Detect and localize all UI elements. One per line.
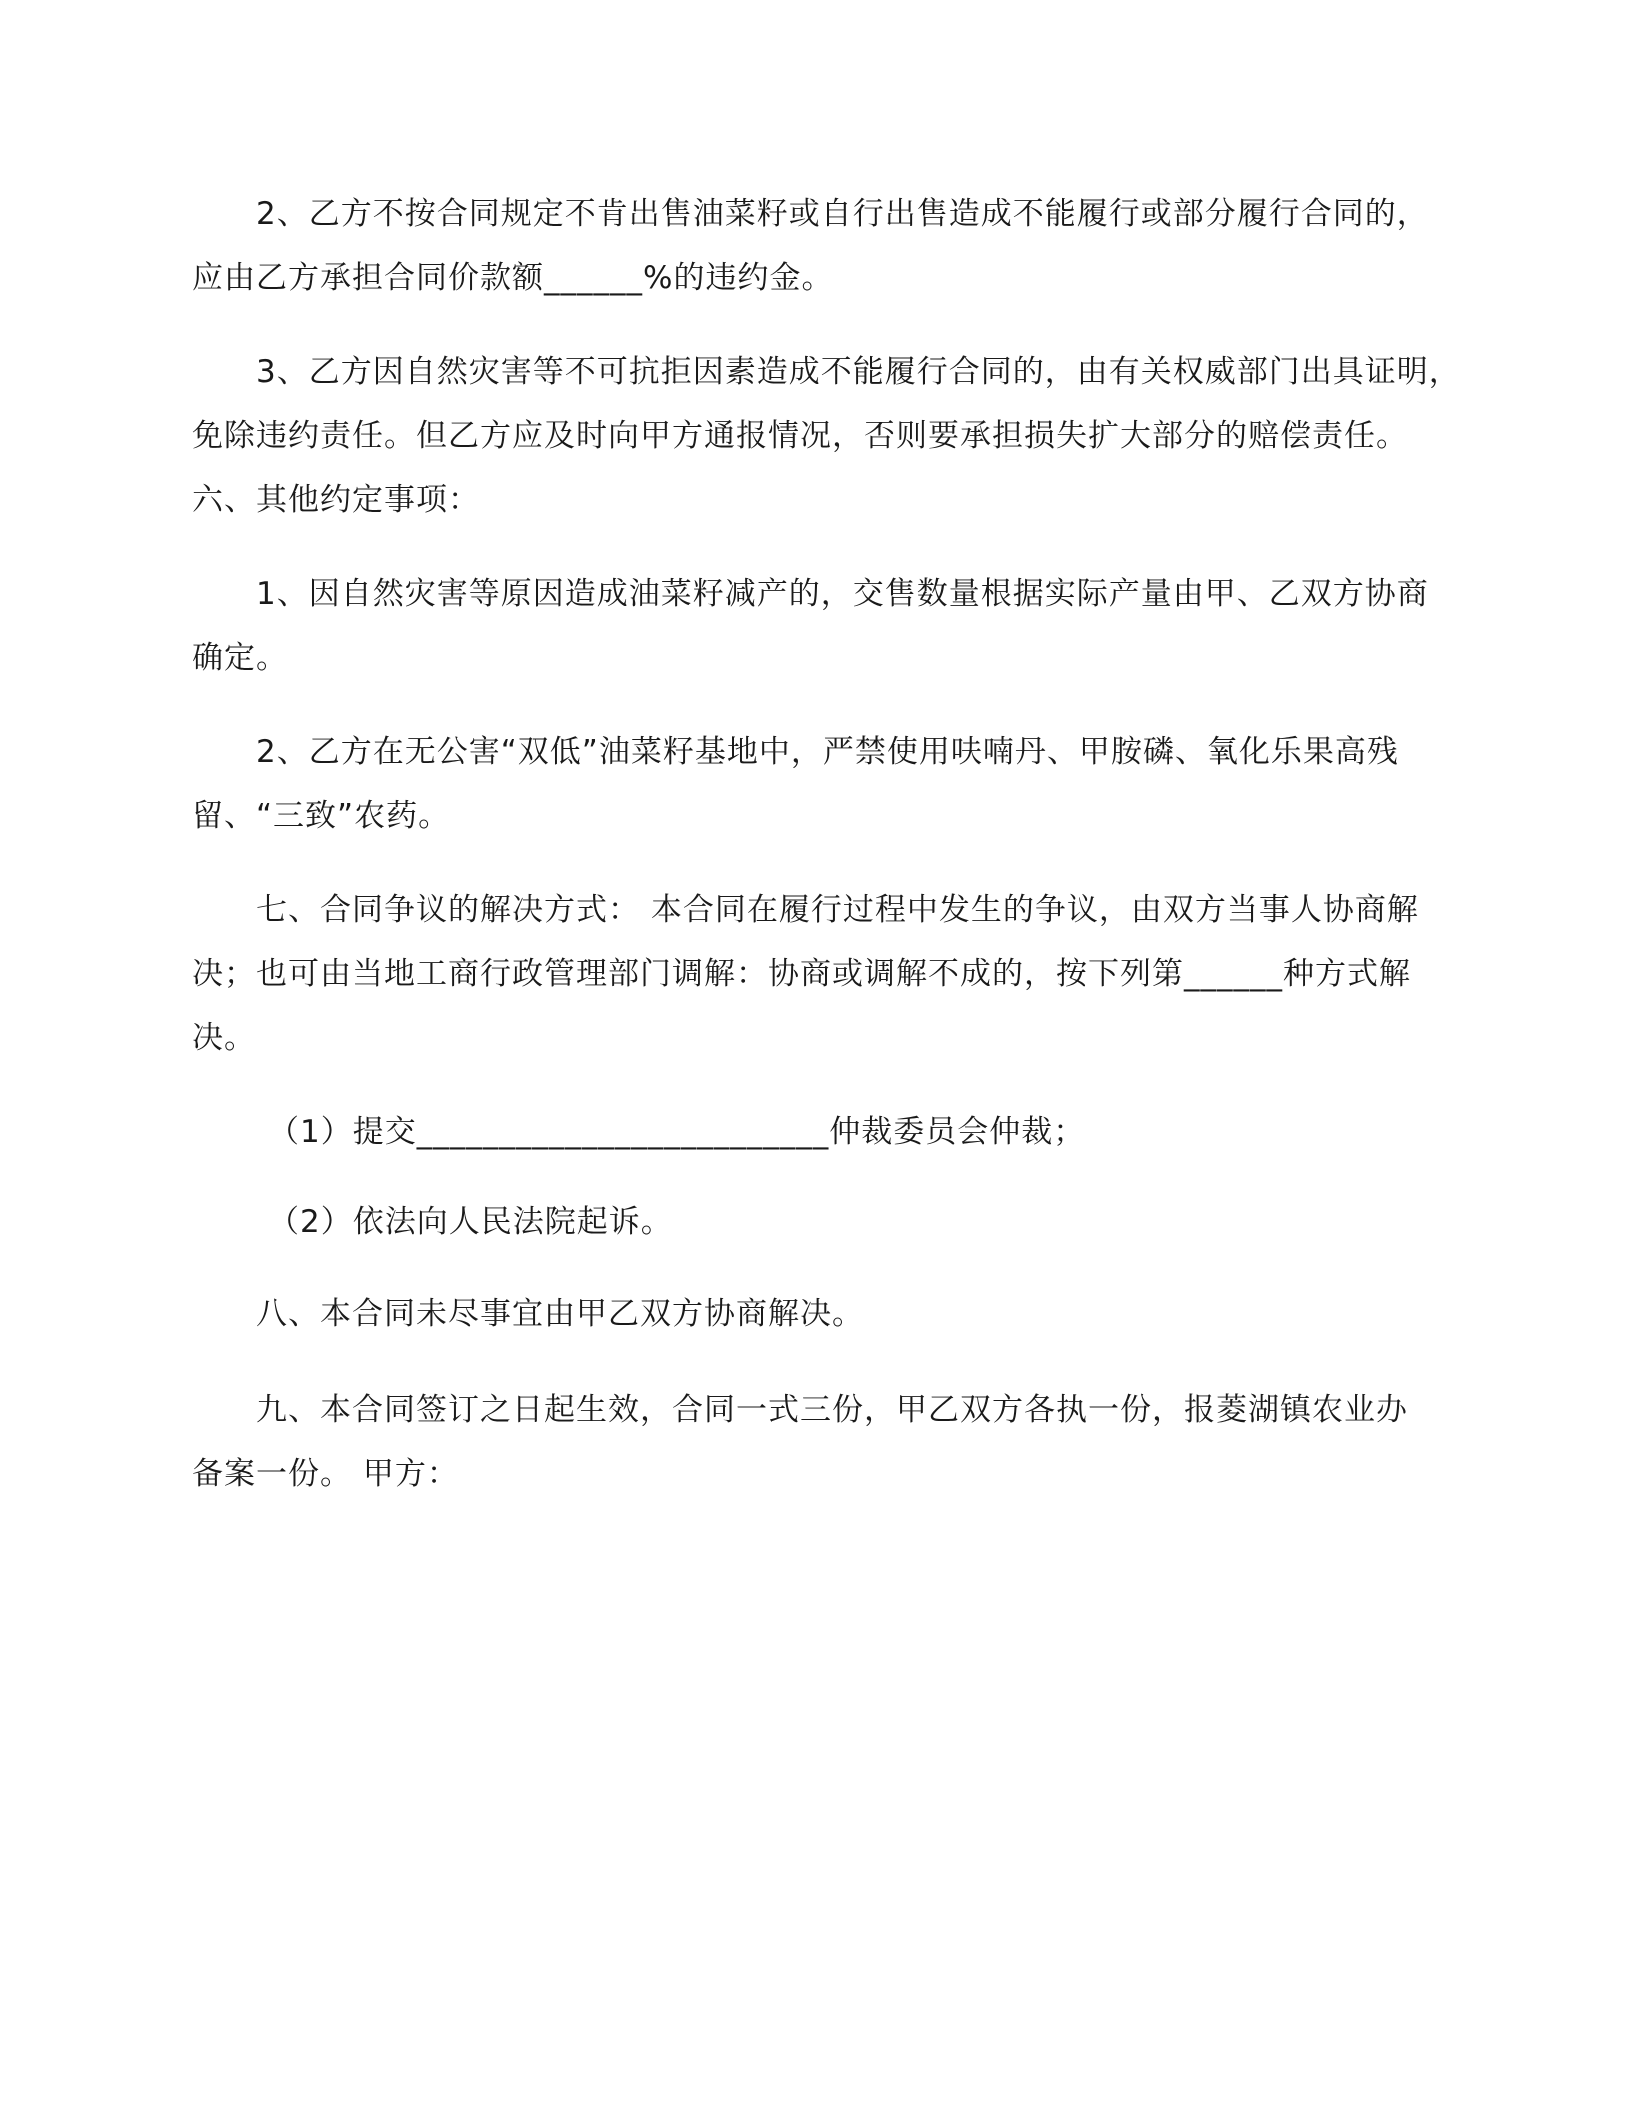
clause-6-2 (192, 720, 1452, 848)
clause-9 (192, 1378, 1452, 1506)
text-line: 2、乙方在无公害“双低”油菜籽基地中，严禁使用呋喃丹、甲胺磷、氧化乐果高残 (256, 734, 1399, 770)
clause-5-2 (192, 182, 1452, 310)
text-line: 备案一份。 甲方： (192, 1456, 459, 1492)
clause-7-option-2 (192, 1190, 1452, 1254)
text-line: 2、乙方不按合同规定不肯出售油菜籽或自行出售造成不能履行或部分履行合同的， (256, 196, 1429, 232)
text-line: 1、因自然灾害等原因造成油菜籽减产的，交售数量根据实际产量由甲、乙双方协商 (256, 576, 1429, 612)
text-line: 应由乙方承担合同价款额______%的违约金。 (192, 260, 834, 296)
section-heading-6: 六、其他约定事项： (192, 482, 480, 518)
text-line: （2）依法向人民法院起诉。 (268, 1204, 673, 1240)
text-line: 决。 (192, 1020, 256, 1056)
text-line: 免除违约责任。但乙方应及时向甲方通报情况，否则要承担损失扩大部分的赔偿责任。 (192, 418, 1408, 454)
text-line: 确定。 (192, 640, 288, 676)
clause-7 (192, 878, 1452, 1070)
text-line: 决；也可由当地工商行政管理部门调解：协商或调解不成的，按下列第______种方式解 (192, 956, 1411, 992)
text-line: 八、本合同未尽事宜由甲乙双方协商解决。 (256, 1296, 864, 1332)
clause-6-1 (192, 562, 1452, 690)
text-line: 留、“三致”农药。 (192, 798, 451, 834)
clause-5-3 (192, 340, 1461, 532)
text-line: 九、本合同签订之日起生效，合同一式三份，甲乙双方各执一份，报菱湖镇农业办 (256, 1392, 1408, 1428)
text-line: （1）提交_________________________仲裁委员会仲裁； (268, 1114, 1086, 1150)
clause-8 (192, 1282, 1452, 1346)
clause-7-option-1 (192, 1100, 1452, 1164)
text-line: 3、乙方因自然灾害等不可抗拒因素造成不能履行合同的，由有关权威部门出具证明， (256, 354, 1461, 390)
text-line: 七、合同争议的解决方式： 本合同在履行过程中发生的争议，由双方当事人协商解 (256, 892, 1419, 928)
